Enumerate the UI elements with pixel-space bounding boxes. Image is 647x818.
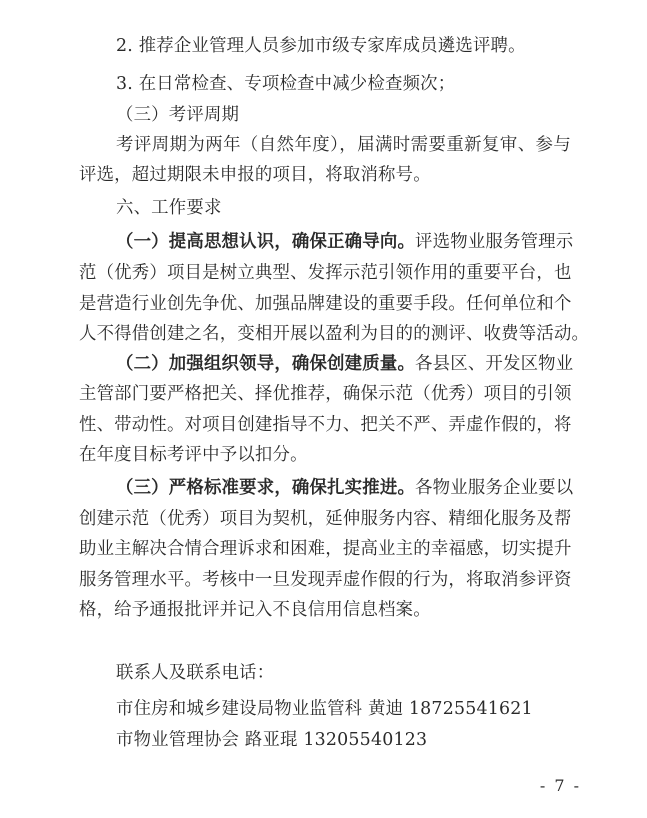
paragraph-line — [79, 292, 571, 316]
line-text: 各物业服务企业要以 — [415, 478, 574, 498]
requirement-2-line — [116, 352, 574, 376]
contact-heading — [116, 661, 274, 685]
paragraph-line — [116, 133, 571, 157]
line-text: 2. 推荐企业管理人员参加市级专家库成员遴选评聘。 — [116, 36, 526, 56]
contact-line-property-association — [116, 728, 427, 752]
line-text: 助业主解决合情合理诉求和困难，提高业主的幸福感，切实提升 — [79, 539, 572, 559]
line-text: 格，给予通报批评并记入不良信用信息档案。 — [79, 600, 431, 620]
paragraph-line — [79, 507, 571, 531]
line-text: 六、工作要求 — [116, 198, 222, 218]
subheading-evaluation-period — [116, 103, 239, 127]
page-number: - 7 - — [539, 776, 581, 795]
benefit-item-2 — [116, 34, 526, 58]
line-text: 市物业管理协会 路亚琨 13205540123 — [116, 730, 428, 750]
requirement-1-heading: （一）提高思想认识，确保正确导向。 — [116, 232, 416, 252]
contact-line-housing-bureau — [116, 697, 533, 721]
benefit-item-3 — [116, 72, 455, 96]
line-text: 评选物业服务管理示 — [415, 232, 574, 252]
paragraph-line — [79, 322, 590, 346]
line-text: 创建示范（优秀）项目为契机，延伸服务内容、精细化服务及帮 — [79, 509, 572, 529]
section-heading-work-requirements — [116, 196, 222, 220]
requirement-2-heading: （二）加强组织领导，确保创建质量。 — [116, 354, 416, 374]
line-text: 各县区、开发区物业 — [415, 354, 574, 374]
paragraph-line — [79, 413, 571, 437]
line-text: 范（优秀）项目是树立典型、发挥示范引领作用的重要平台，也 — [79, 263, 572, 283]
line-text: 是营造行业创先争优、加强品牌建设的重要手段。任何单位和个 — [79, 294, 572, 314]
line-text: 3. 在日常检查、专项检查中减少检查频次； — [116, 74, 456, 94]
paragraph-line — [79, 443, 308, 467]
requirement-3-line — [116, 476, 574, 500]
line-text: 服务管理水平。考核中一旦发现弄虚作假的行为，将取消参评资 — [79, 570, 572, 590]
paragraph-line — [79, 163, 431, 187]
line-text: 市住房和城乡建设局物业监管科 黄迪 18725541621 — [116, 699, 533, 719]
line-text: （三）考评周期 — [116, 105, 240, 125]
paragraph-line — [79, 537, 571, 561]
line-text: 性、带动性。对项目创建指导不力、把关不严、弄虚作假的，将 — [79, 415, 572, 435]
line-text: 评选，超过期限未申报的项目，将取消称号。 — [79, 165, 431, 185]
line-text: 联系人及联系电话： — [116, 663, 275, 683]
paragraph-line — [79, 598, 431, 622]
line-text: 人不得借创建之名，变相开展以盈利为目的的测评、收费等活动。 — [79, 324, 590, 344]
requirement-3-heading: （三）严格标准要求，确保扎实推进。 — [116, 478, 416, 498]
paragraph-line — [79, 568, 571, 592]
line-text: 主管部门要严格把关、择优推荐，确保示范（优秀）项目的引领 — [79, 384, 572, 404]
line-text: 考评周期为两年（自然年度），届满时需要重新复审、参与 — [116, 135, 571, 155]
paragraph-line — [79, 261, 571, 285]
paragraph-line — [79, 382, 571, 406]
requirement-1-line — [116, 230, 574, 254]
line-text: 在年度目标考评中予以扣分。 — [79, 445, 308, 465]
